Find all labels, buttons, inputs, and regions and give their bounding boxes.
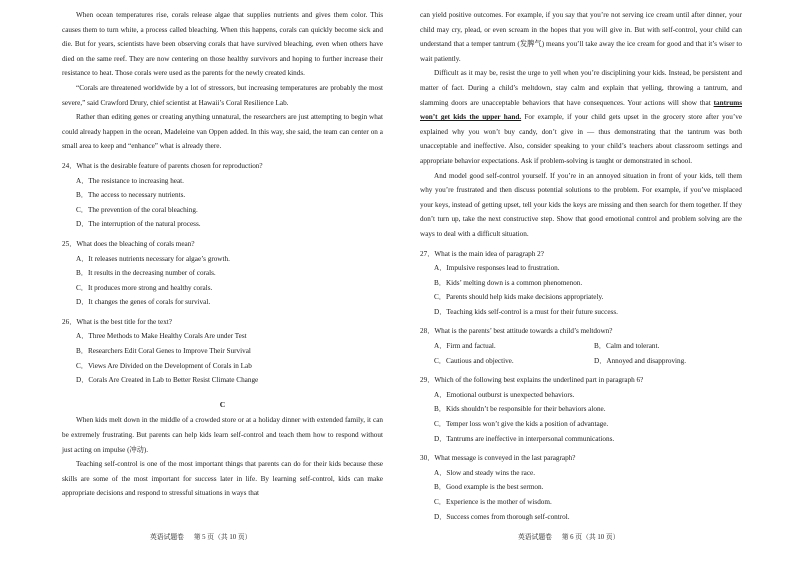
question-24: 24．What is the desirable feature of parents chosen for reproduction? bbox=[62, 161, 263, 170]
question-25-option-a: A．It releases nutrients necessary for algae’s growth. bbox=[76, 254, 230, 263]
section-c-heading: C bbox=[219, 399, 226, 409]
footer-page-number: 第 6 页（共 10 页） bbox=[561, 534, 620, 541]
paragraph-text-before: Difficult as it may be, resist the urge to yell when you’re disciplining your kids. Instead, be persistent and matter of fact. During a child’s meltdown, stay calm and explain that yelling, throwing a tantrum, and slamming doors are unacceptable behaviors that have consequences. Your actions will show that bbox=[420, 69, 742, 107]
question-28-option-c: C．Cautious and objective. bbox=[434, 356, 514, 365]
question-27-option-c: C．Parents should help kids make decisions appropriately. bbox=[434, 293, 604, 302]
question-27-option-b: B．Kids’ melting down is a common phenomenon. bbox=[434, 278, 583, 287]
question-30-option-d: D．Success comes from thorough self-control. bbox=[434, 512, 570, 521]
question-29-option-d: D．Tantrums are ineffective in interpersonal communications. bbox=[434, 434, 615, 443]
question-29-option-a: A．Emotional outburst is unexpected behaviors. bbox=[434, 390, 575, 399]
question-28-option-b: B．Calm and tolerant. bbox=[594, 342, 660, 351]
question-24-option-a: A．The resistance to increasing heat. bbox=[76, 176, 184, 185]
question-28-options-row-2 bbox=[434, 354, 742, 369]
question-27-option-a: A．Impulsive responses lead to frustration. bbox=[434, 264, 560, 273]
underlined-phrase: tantrums won’t get kids the upper hand. bbox=[420, 98, 742, 122]
right-page-footer bbox=[518, 531, 627, 541]
question-26-option-a: A．Three Methods to Make Healthy Corals Are under Test bbox=[76, 332, 247, 341]
question-24-option-b: B．The access to necessary nutrients. bbox=[76, 191, 186, 200]
question-30-option-c: C．Experience is the mother of wisdom. bbox=[434, 498, 552, 506]
question-26: 26．What is the best title for the text? bbox=[62, 317, 172, 326]
passage-b-paragraph-3: Rather than editing genes or creating anything unnatural, the researchers are just attempting to begin what could already happen in the ocean, Madeleine van Oppen added. In this way, she said, the team can center on a small area to keep and “enhance” what is already there. bbox=[62, 113, 383, 151]
question-28-option-d: D．Annoyed and disapproving. bbox=[594, 356, 687, 365]
question-24-option-c: C．The prevention of the coral bleaching. bbox=[76, 205, 198, 214]
passage-c-paragraph-1: When kids melt down in the middle of a crowded store or at a holiday dinner with extended family, it can be extremely frustrating. But parents can help kids learn self-control and teach them how to respond without just acting on impulse (冲动). bbox=[62, 416, 383, 454]
passage-c-paragraph-3 bbox=[420, 66, 742, 168]
footer-exam-label: 英语试题卷 bbox=[518, 534, 552, 541]
passage-b-paragraph-2: “Corals are threatened worldwide by a lot of stressors, but increasing temperatures are probably the most severe,” said Crawford Drury, chief scientist at Hawaii’s Coral Resilience Lab. bbox=[62, 83, 383, 107]
question-27: 27．What is the main idea of paragraph 2? bbox=[420, 249, 544, 258]
question-24-option-d: D．The interruption of the natural process. bbox=[76, 220, 201, 229]
question-28-option-a: A．Firm and factual. bbox=[434, 342, 496, 351]
paragraph-text-after: For example, if your child gets upset in the grocery store after you’ve explained why you won’t buy candy, don’t give in — thus demonstrating that the tantrum was both unacceptable and ineffective. Also, consider speaking to your child’s teachers about classroom settings and appropriate behavior expectations. Ask if problem-solving is taught or demonstrated in school. bbox=[420, 113, 742, 165]
passage-c-paragraph-2-continued: can yield positive outcomes. For example, if you say that you’re not serving ice cream until after dinner, your child may cry, plead, or even scream in the hopes that you will give in. But with self-control, your child can understand that a temper tantrum (发脾气) means you’ll take away the ice cream for good and that it’s wiser to wait patiently. bbox=[420, 11, 742, 63]
question-28-options-row-1 bbox=[434, 339, 742, 354]
question-25-option-c: C．It produces more strong and healthy corals. bbox=[76, 283, 213, 292]
right-page-column bbox=[420, 8, 742, 524]
question-25-option-d: D．It changes the genes of corals for survival. bbox=[76, 298, 211, 307]
passage-b-paragraph-1: When ocean temperatures rise, corals release algae that supplies nutrients and gives them color. This causes them to turn white, a process called bleaching. When this happens, corals can quickly become sick and die. But for years, scientists have been observing corals that have survived bleaching, even when others have died on the same reef. They are now centering on those healthy survivors and hoping to further increase their resistance to heat. Those corals were used as the parents for the newly created kinds. bbox=[62, 11, 383, 78]
question-26-option-b: B．Researchers Edit Coral Genes to Improve Their Survival bbox=[76, 347, 251, 356]
passage-c-paragraph-4: And model good self-control yourself. If you’re in an annoyed situation in front of your kids, tell them why you’re frustrated and then discuss potential solutions to the problem. For example, if you’ve misplaced your keys, instead of getting upset, tell your kids the keys are missing and then search for them together. If they don’t turn up, take the next constructive step. Show that good emotional control and problem solving are the ways to deal with a difficult situation. bbox=[420, 171, 742, 238]
left-page-footer bbox=[150, 531, 259, 541]
question-26-option-d: D．Corals Are Created in Lab to Better Resist Climate Change bbox=[76, 376, 259, 385]
question-29-option-b: B．Kids shouldn’t be responsible for their behaviors alone. bbox=[434, 405, 606, 414]
question-30-option-b: B．Good example is the best sermon. bbox=[434, 483, 544, 492]
question-29: 29．Which of the following best explains the underlined part in paragraph 6? bbox=[420, 376, 644, 385]
question-25-option-b: B．It results in the decreasing number of corals. bbox=[76, 269, 216, 278]
question-25: 25．What does the bleaching of corals mean? bbox=[62, 239, 195, 248]
question-26-option-c: C．Views Are Divided on the Development of Corals in Lab bbox=[76, 361, 252, 370]
question-28: 28．What is the parents’ best attitude towards a child’s meltdown? bbox=[420, 327, 613, 336]
footer-page-number: 第 5 页（共 10 页） bbox=[193, 534, 252, 541]
passage-c-paragraph-2: Teaching self-control is one of the most important things that parents can do for their kids because these skills are some of the most important for success later in life. By learning self-control, kids can make appropriate decisions and respond to stressful situations in ways that bbox=[62, 460, 383, 498]
question-30-option-a: A．Slow and steady wins the race. bbox=[434, 468, 536, 477]
question-29-option-c: C．Temper loss won’t give the kids a position of advantage. bbox=[434, 420, 609, 429]
question-30: 30．What message is conveyed in the last paragraph? bbox=[420, 454, 576, 463]
left-page-column bbox=[62, 8, 383, 501]
footer-exam-label: 英语试题卷 bbox=[150, 534, 184, 541]
question-27-option-d: D．Teaching kids self-control is a must for their future success. bbox=[434, 307, 618, 316]
